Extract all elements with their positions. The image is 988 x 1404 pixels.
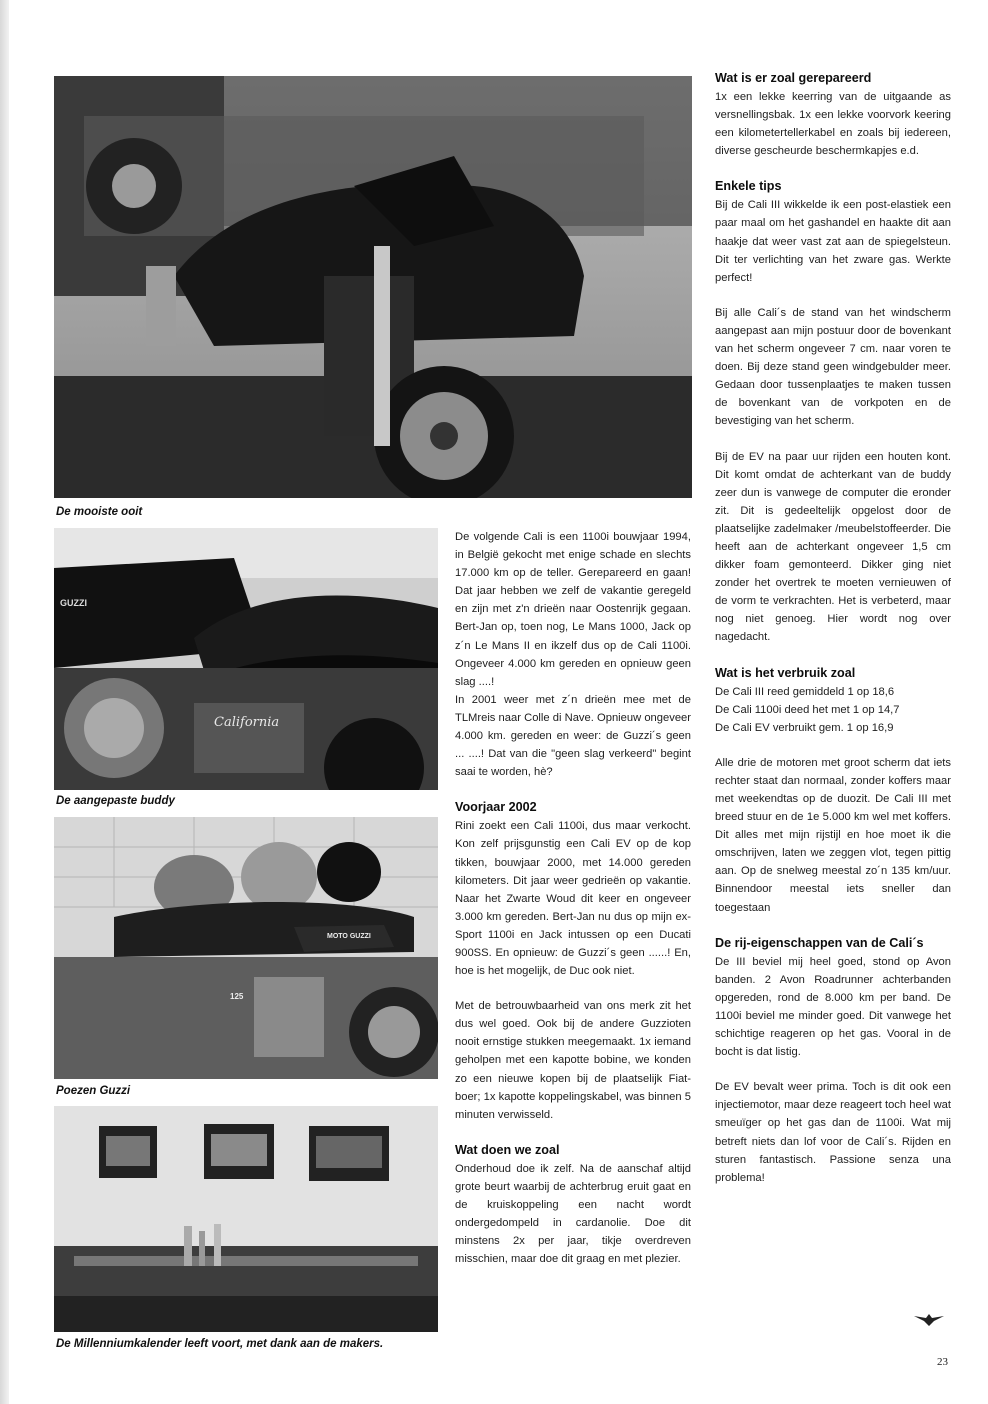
verbruik-line-2: De Cali 1100i deed het met 1 op 14,7 [715,703,900,716]
tank-logo-text: California [214,715,280,730]
right-column [715,69,951,1204]
page-edge [0,0,9,1404]
heading-rij-eigenschappen: De rij-eigenschappen van de Cali´s [715,935,924,950]
middle-paragraph-2: In 2001 weer met z´n drieën mee met de TLMreis naar Colle di Nave. Opnieuw ongeveer 4.000 km. gereden en weer: de Guzzi´s geen ... ....! Dat van die "geen slag verkeerd" begint saai te worden, hè? [455,693,691,779]
right-paragraph-3: Bij alle Cali´s de stand van het windscherm aangepast aan mijn postuur door de bovenkant van het scherm ongeveer 7 cm. naar voren te doen. Bij deze stand geen windgebulder meer. Gedaan door tussenplaatjes te maken tussen de bovenkant van de vorkpoten en de bevestiging van het scherm. [715,306,951,428]
right-paragraph-4: Bij de EV na paar uur rijden een houten kont. Dit komt omdat de achterkant van de buddy zeer dun is vanwege de computer die eronder zit. Dit is gedeeltelijk opgelost door de plaatselijke zadelmaker /meubelstoffeerder. Die heeft aan de achterkant ongeveer 1,5 cm dikker foam gemonteerd. Dikker ging niet zonder het overtrek te moeten vernieuwen of de vorm te verkrachten. Het is verbeterd, maar nog niet genoeg. Hier wordt nog over nagedacht. [715,450,951,644]
photo-cats-on-guzzi [54,817,438,1079]
caption-photo1: De mooiste ooit [56,506,143,518]
tank-brand-text: GUZZI [60,598,87,608]
right-paragraph-1: 1x een lekke keerring van de uitgaande as versnellingsbak. 1x een lekke voorvork keering een kilometertellerkabel en zoals bij iedereen, diverse gescheurde beschermkapjes e.d. [715,91,951,158]
verbruik-line-3: De Cali EV verbruikt gem. 1 op 16,9 [715,721,894,734]
photo-buddy-seat [54,528,438,790]
heading-wat-doen: Wat doen we zoal [455,1142,560,1157]
right-paragraph-6: De III beviel mij heel goed, stond op Avon banden. 2 Avon Roadrunner achterbanden opgereden, rond de 8.000 km per band. De 1100i beviel me minder goed. Dit vanwege het schichtige reageren op het gas. Vooral in de bocht is dat listig. [715,955,951,1059]
middle-column [455,528,691,1285]
middle-paragraph-1: De volgende Cali is een 1100i bouwjaar 1994, in België gekocht met enige schade en slechts 17.000 km op de teller. Gerepareerd en gaan! Dat jaar hebben we zelf de vakantie geregeld en zijn met z'n drieën naar Oostenrijk gegaan. Bert-Jan op, toen nog, Le Mans 1000, Jack op z´n Le Mans II en ikzelf dus op de Cali 1100i. Ongeveer 4.000 km gereden en opnieuw geen slag ....! [455,531,691,688]
heading-verbruik: Wat is het verbruik zoal [715,665,856,680]
middle-paragraph-5: Onderhoud doe ik zelf. Na de aanschaf altijd grote beurt waarbij de achterbrug eruit gaat en de kruiskoppeling een nacht wordt ondergedompeld in cardanolie. Doe dit minstens 2x per jaar, tikje overdreven misschien, maar doe dit graag en met plezier. [455,1162,691,1266]
heading-tips: Enkele tips [715,179,782,194]
caption-photo4: De Millenniumkalender leeft voort, met dank aan de makers. [56,1338,384,1350]
caption-photo3: Poezen Guzzi [56,1085,131,1097]
right-paragraph-7: De EV bevalt weer prima. Toch is dit ook een injectiemotor, maar deze reageert toch heel wat smeuïger op het gas dan de 1100i. Wat mij betreft niets dan lof voor de Cali´s. Rijden en sturen fantastisch. Passione senza una problema! [715,1081,951,1184]
middle-paragraph-3: Rini zoekt een Cali 1100i, dus maar verkocht. Kon zelf prijsgunstig een Cali EV op de kop tikken, bouwjaar 2000, met 14.000 gereden kilometers. Dit jaar weer gedrieën op vakantie. Naar het Zwarte Woud dit keer en ongeveer 3.000 km gereden. Bert-Jan nu dus op mijn ex-Sport 1100i en Jack intussen op een Ducati 900SS. En opnieuw: de Guzzi´s geen ......! En, hoe is het mogelijk, de Duc ook niet. [455,820,691,978]
engine-badge-text: 125 [230,992,244,1001]
right-paragraph-5: Alle drie de motoren met groot scherm dat iets rechter staat dan normaal, zonder koffers maar met weekendtas op de duozit. De Cali III met breed stuur en de 1e 5.000 km wel met koffers. Dit alles met mijn rijstijl en hoe moet ik die omschrijven, laten we zeggen vlot, tegen pittig aan. Op de snelweg meestal zo´n 135 km/uur. Binnendoor meestal iets sneller dan toegestaan [715,756,951,914]
heading-voorjaar: Voorjaar 2002 [455,800,537,815]
middle-paragraph-4: Met de betrouwbaarheid van ons merk zit het dus wel goed. Ook bij de andere Guzzioten nooit ernstige stukken meegemaakt. 1x iemand geholpen met een kapotte bobine, we konden zo een nieuwe kopen bij de plaatselijk Fiat-boer; 1x kapotte koppelingskabel, was binnen 5 minuten verwisseld. [455,1000,691,1121]
eagle-logo-icon [914,1313,944,1327]
page-number: 23 [937,1356,948,1368]
photo-millennium-calendar [54,1106,438,1332]
tank-brand-text-2: MOTO GUZZI [327,933,371,940]
heading-gerepareerd: Wat is er zoal gerepareerd [715,71,872,85]
right-paragraph-2: Bij de Cali III wikkelde ik een post-elastiek een paar maal om het gashandel en haakte dit aan haakje dat weer vast zat aan de spiegelsteun. Dit ter verlichting van het zware gas. Werkte perfect! [715,199,951,284]
photo-motorcycle-front [54,76,692,498]
caption-photo2: De aangepaste buddy [56,795,175,807]
verbruik-line-1: De Cali III reed gemiddeld 1 op 18,6 [715,685,895,698]
